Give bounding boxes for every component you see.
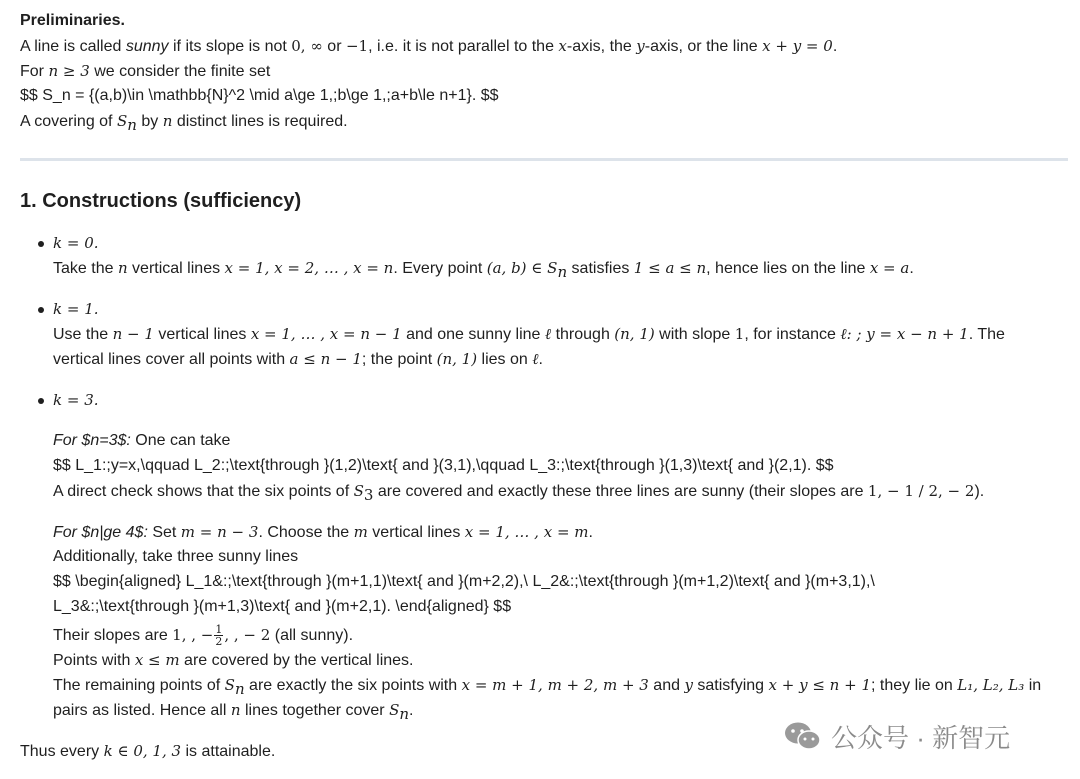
case-n4-latex-2: L_3&:;\text{through }(m+1,3)\text{ and }(m+2,1). \end{aligned} $$ (53, 598, 512, 615)
case-n3-latex: $$ L_1:;y=x,\qquad L_2:;\text{through }(1,2)\text{ and }(3,1),\qquad L_3:;\text{through }(1,3)\text{ and }(2,1). $$ (53, 457, 834, 474)
finite-set-intro: For n ≥ 3 we consider the finite set (20, 62, 271, 80)
definition-line: A line is called sunny if its slope is not 0, ∞ or −1, i.e. it is not parallel to the x-axis, the y-axis, or the line x + y = 0. (20, 37, 838, 55)
watermark (783, 718, 1010, 754)
section-divider (20, 158, 1068, 161)
case-k1-text-2: vertical lines cover all points with a ≤ n − 1; the point (n, 1) lies on ℓ. (53, 350, 543, 368)
bullet-k0 (38, 241, 44, 247)
preliminaries-title: Preliminaries. (20, 12, 125, 29)
case-n4-additionally: Additionally, take three sunny lines (53, 548, 299, 565)
case-k3-label: k = 3. (53, 391, 99, 409)
wechat-icon (783, 721, 823, 751)
bullet-k3 (38, 398, 44, 404)
case-n4-remaining: The remaining points of $S_n$ are exactly the six points with x = m + 1, m + 2, m + 3 and y satisfying x + y ≤ n + 1; they lie on L₁, L₂, L₃ in (53, 676, 1042, 699)
bullet-k1 (38, 307, 44, 313)
case-k1-label: k = 1. (53, 300, 99, 318)
case-n4-intro: For $n|ge 4$: Set m = n − 3. Choose the m vertical lines x = 1, … , x = m. (53, 523, 593, 541)
case-n3-intro: For $n=3$: One can take (53, 432, 231, 449)
set-definition-latex: $$ S_n = {(a,b)\in \mathbb{N}^2 \mid a\ge 1,;b\ge 1,;a+b\le n+1}. $$ (20, 87, 499, 104)
section-heading: 1. Constructions (sufficiency) (20, 190, 302, 212)
case-n4-conclusion: pairs as listed. Hence all n lines together cover $S_n$. (53, 701, 414, 724)
case-n4-latex-1: $$ \begin{aligned} L_1&:;\text{through }(m+1,1)\text{ and }(m+2,2),\ L_2&:;\text{through }(m+1,2)\text{ and }(m+3,1),\ (53, 573, 875, 590)
fraction-one-half: $\frac{1}{2}$ (215, 623, 223, 649)
case-k0-text: Take the n vertical lines x = 1, x = 2, … , x = n. Every point (a, b) ∈ $S_n$ satisfies 1 ≤ a ≤ n, hence lies on the line x = a. (53, 259, 914, 282)
watermark-text: 公众号 · 新智元 (831, 722, 1011, 753)
case-k0-label: k = 0. (53, 234, 99, 252)
covering-requirement: A covering of $S_n$ by n distinct lines is required. (20, 112, 348, 135)
case-n4-slopes: Their slopes are 1, , − $\frac{1}{2}$ , , − 2 (all sunny). (53, 623, 354, 649)
case-n3-check: A direct check shows that the six points of $S_3$ are covered and exactly these three lines are sunny (their slopes are 1, − 1 / 2, − 2). (53, 482, 985, 505)
final-conclusion: Thus every k ∈ 0, 1, 3 is attainable. (20, 742, 276, 760)
case-k1-text: Use the n − 1 vertical lines x = 1, … , x = n − 1 and one sunny line ℓ through (n, 1) with slope 1, for instance ℓ: ; y = x − n + 1. The (53, 325, 1005, 343)
case-n4-vertical-cover: Points with x ≤ m are covered by the vertical lines. (53, 651, 414, 669)
